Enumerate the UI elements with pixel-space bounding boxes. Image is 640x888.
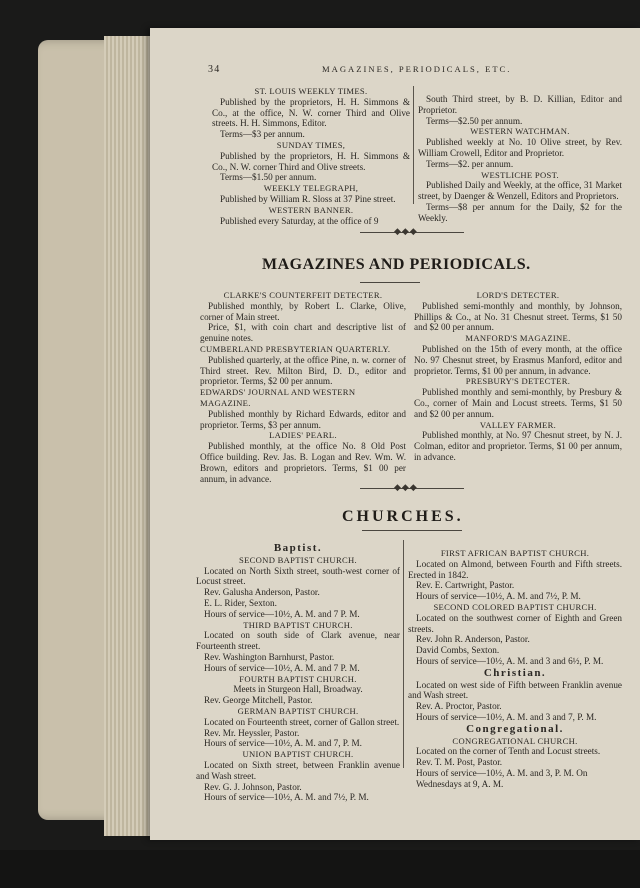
entry-body: Terms—$1.50 per annum. <box>220 172 317 183</box>
entry-line: Meets in Sturgeon Hall, Broadway. <box>233 684 363 695</box>
magazines-right-column <box>414 290 622 463</box>
magazines-heading: MAGAZINES AND PERIODICALS. <box>262 256 531 273</box>
entry-title: FIRST AFRICAN BAPTIST CHURCH. <box>440 548 590 558</box>
entry-body: Published semi-monthly and monthly, by Johnson, Phillips & Co., at No. 31 Chesnut street. Terms, $1 50 and $2 00 per annum. <box>414 300 622 333</box>
entry-body: Located on the southwest corner of Eighth and Green streets. <box>408 612 622 634</box>
entry-title: MANFORD'S MAGAZINE. <box>465 333 571 344</box>
entry-body: Published by William R. Sloss at 37 Pine street. <box>220 193 396 204</box>
entry-line: E. L. Rider, Sexton. <box>204 597 277 608</box>
entry-title: GERMAN BAPTIST CHURCH. <box>237 705 359 716</box>
entry-body: Terms—$2. per annum. <box>426 158 514 169</box>
entry-title: SECOND BAPTIST CHURCH. <box>239 554 357 565</box>
entry-body: Terms—$2.50 per annum. <box>426 115 523 126</box>
entry-body: Published quarterly, at the office Pine, n. w. corner of Third street. Rev. Milton Bird, D. D., editor and proprietor. Terms, $2 00 per annum. <box>200 354 406 387</box>
entry-body: Published monthly, at No. 97 Chesnut street, by N. J. Colman, editor and proprietor. Terms, $1 00 per annum, in advance. <box>414 430 622 462</box>
entry-title: WESTERN WATCHMAN. <box>470 126 570 137</box>
entry-body: Published monthly, at the office No. 8 Old Post Office building. Rev. Jas. B. Logan and Rev. Wm. W. Brown, editors and proprietors. Terms, $1 00 per annum, in advance. <box>200 441 406 484</box>
entry-body: Located on south side of Clark avenue, near Fourteenth street. <box>196 630 400 652</box>
entry-body: Terms—$3 per annum. <box>220 129 305 140</box>
churches-heading: CHURCHES. <box>342 508 464 525</box>
entry-line: Hours of service—10½, A. M. and 3, P. M. On Wednesdays at 9, A. M. <box>416 767 588 789</box>
entry-body: Located on Sixth street, between Franklin avenue and Wash street. <box>196 759 400 781</box>
entry-title: WEEKLY TELEGRAPH, <box>263 183 359 194</box>
entry-title: LORD'S DETECTER. <box>476 290 560 300</box>
churches-right-column <box>408 548 622 790</box>
entry-body: Located on Fourteenth street, corner of Gallon street. <box>204 716 400 727</box>
entry-line: Hours of service—10½, A. M. and 3 and 6½, P. M. <box>416 655 604 666</box>
entry-body: Published monthly and semi-monthly, by Presbury & Co., corner of Main and Locust streets. Terms, $1 50 and $2 00 per annum. <box>414 387 622 419</box>
ornament: ◆◆◆ <box>394 226 418 236</box>
entry-title: SECOND COLORED BAPTIST CHURCH. <box>433 601 597 612</box>
entry-body: Located on Almond, between Fourth and Fifth streets. Erected in 1842. <box>408 558 622 580</box>
entry-title: PRESBURY'S DETECTER. <box>465 376 571 387</box>
entry-line: Located on the corner of Tenth and Locust streets. <box>416 746 601 757</box>
entry-title: UNION BAPTIST CHURCH. <box>242 749 354 760</box>
entry-body: Published weekly at No. 10 Olive street, by Rev. William Crowell, Editor and Proprietor. <box>418 137 622 158</box>
entry-title: CONGREGATIONAL CHURCH. <box>452 735 578 746</box>
top-right-column <box>418 94 622 224</box>
entry-body: Published Daily and Weekly, at the office, 31 Market street, by Daenger & Wenzell, Editors and Proprietors. <box>418 180 622 202</box>
entry-line: Rev. John R. Anderson, Pastor. <box>416 634 530 645</box>
entry-line: Rev. Mr. Heyssler, Pastor. <box>204 727 300 738</box>
entry-line: Rev. Washington Barnhurst, Pastor. <box>204 651 335 662</box>
churches-left-column <box>196 542 400 803</box>
entry-title: SUNDAY TIMES, <box>276 139 346 150</box>
entry-body: Located on North Sixth street, south-west corner of Locust street. <box>196 565 400 587</box>
entry-title: FOURTH BAPTIST CHURCH. <box>239 673 357 684</box>
entry-body: Published monthly by Richard Edwards, editor and proprietor. Terms, $3 per annum. <box>200 408 406 430</box>
entry-line: Hours of service—10½, A. M. and 7 P. M. <box>204 662 360 673</box>
entry-title: VALLEY FARMER. <box>479 419 557 430</box>
entry-line: Rev. George Mitchell, Pastor. <box>204 695 313 706</box>
top-column-divider <box>413 86 414 204</box>
entry-title: CLARKE'S COUNTERFEIT DETECTER. <box>223 290 383 300</box>
entry-body: Published by the proprietors, H. H. Simmons & Co., at the office, N. W. corner Third and Olive streets. H. H. Simmons, Editor. <box>212 96 410 129</box>
entry-line: Hours of service—10½, A. M. and 7½, P. M. <box>416 591 581 602</box>
entry-body: Terms—$8 per annum for the Daily, $2 for the Weekly. <box>418 201 622 223</box>
running-title: MAGAZINES, PERIODICALS, ETC. <box>322 64 512 74</box>
entry-body: Price, $1, with coin chart and descriptive list of genuine notes. <box>200 322 406 344</box>
entry-title: ST. LOUIS WEEKLY TIMES. <box>254 86 368 96</box>
churches-underline <box>362 530 462 531</box>
denomination-heading: Congregational. <box>466 722 564 735</box>
entry-body: Published monthly, by Robert L. Clarke, Olive, corner of Main street. <box>200 300 406 322</box>
entry-title: LADIES' PEARL. <box>269 430 337 441</box>
denomination-heading: Christian. <box>483 666 547 679</box>
entry-line: Hours of service—10½, A. M. and 7½, P. M. <box>204 792 369 803</box>
entry-body: South Third street, by B. D. Killian, Editor and Proprietor. <box>418 94 622 115</box>
entry-title: WESTERN BANNER. <box>268 204 354 215</box>
entry-line: Hours of service—10½, A. M. and 7, P. M. <box>204 738 362 749</box>
page-number: 34 <box>208 64 221 75</box>
magazines-left-column <box>200 290 406 484</box>
magazines-underline <box>360 282 420 283</box>
entry-line: Rev. T. M. Post, Pastor. <box>416 757 503 768</box>
bottom-shadow <box>0 850 640 888</box>
entry-body: Located on west side of Fifth between Franklin avenue and Wash street. <box>408 679 622 701</box>
entry-line: Rev. A. Proctor, Pastor. <box>416 701 502 712</box>
entry-title: WESTLICHE POST. <box>481 169 559 180</box>
entry-line: David Combs, Sexton. <box>416 645 500 656</box>
ornament-2: ◆◆◆ <box>394 482 418 492</box>
top-left-column <box>212 86 410 226</box>
entry-title: EDWARDS' JOURNAL AND WESTERN MAGAZINE. <box>200 387 356 408</box>
churches-column-divider <box>403 540 404 768</box>
entry-line: Hours of service—10½, A. M. and 7 P. M. <box>204 608 360 619</box>
entry-line: Rev. Galusha Anderson, Pastor. <box>204 587 320 598</box>
entry-body: Published every Saturday, at the office of 9 <box>220 215 379 226</box>
entry-body: Published on the 15th of every month, at the office No. 97 Chesnut street, by Erasmus Manford, editor and proprietor. Terms, $1 00 per annum, in advance. <box>414 343 622 376</box>
entry-line: Hours of service—10½, A. M. and 3 and 7, P. M. <box>416 711 597 722</box>
denomination-heading: Baptist. <box>273 542 323 554</box>
entry-title: THIRD BAPTIST CHURCH. <box>243 619 353 630</box>
entry-title: CUMBERLAND PRESBYTERIAN QUARTERLY. <box>200 343 391 354</box>
entry-line: Rev. G. J. Johnson, Pastor. <box>204 781 302 792</box>
entry-body: Published by the proprietors, H. H. Simmons & Co., N. W. corner Third and Olive streets. <box>212 150 410 172</box>
entry-line: Rev. E. Cartwright, Pastor. <box>416 580 515 591</box>
